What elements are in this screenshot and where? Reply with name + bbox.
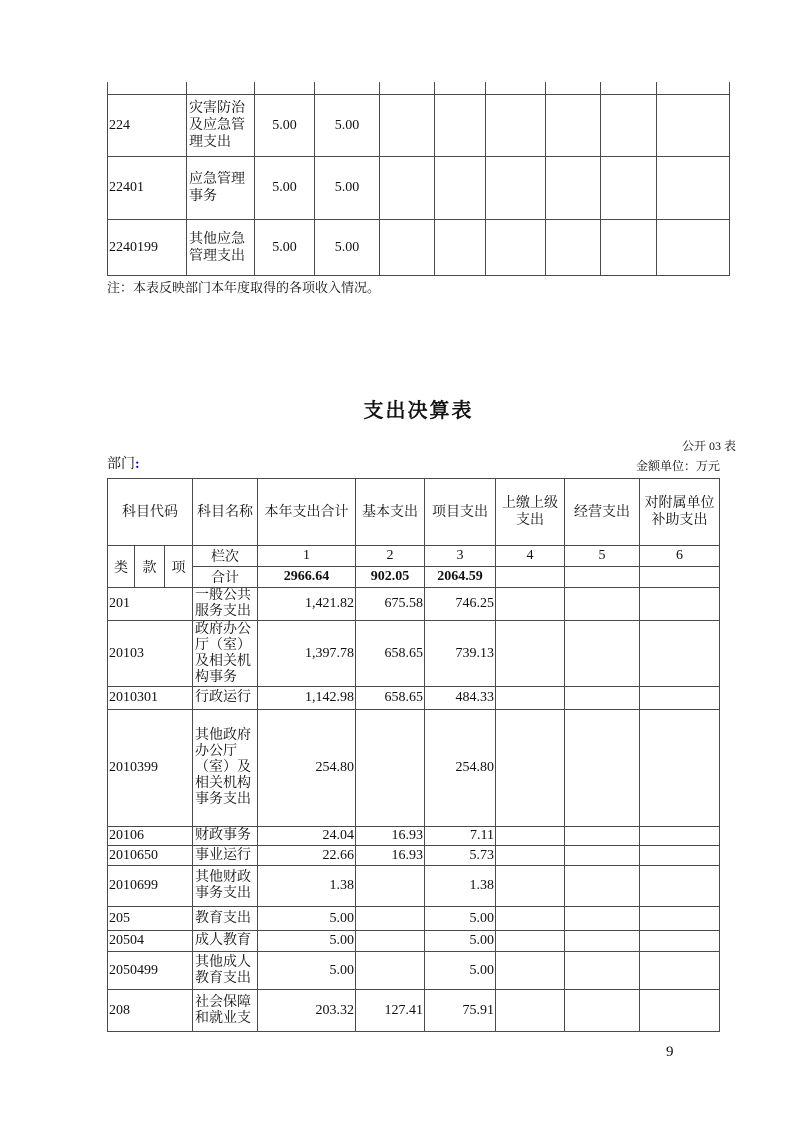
value-cell: 16.93: [356, 846, 425, 866]
income-table: [107, 82, 730, 276]
code-cell: 2010399: [108, 710, 193, 827]
table-row: [108, 157, 730, 220]
column-number: 1: [258, 546, 356, 567]
empty-cell: [380, 95, 435, 157]
code-cell: 201: [108, 588, 193, 621]
code-cell: 2010699: [108, 866, 193, 907]
value-cell: 16.93: [356, 827, 425, 846]
clipped-cell: [315, 82, 380, 95]
empty-cell: [496, 588, 565, 621]
empty-cell: [565, 710, 640, 827]
empty-cell: [565, 621, 640, 687]
empty-cell: [640, 687, 720, 710]
department-colon: :: [135, 457, 140, 472]
value-cell: 1,421.82: [258, 588, 356, 621]
table-row: [108, 621, 720, 687]
unit-label: 金额单位：万元: [635, 459, 720, 473]
empty-cell: [435, 95, 486, 157]
clipped-cell: [380, 82, 435, 95]
lanci-label: 栏次: [193, 546, 258, 567]
empty-cell: [546, 95, 601, 157]
empty-cell: [640, 990, 720, 1032]
value-cell: 203.32: [258, 990, 356, 1032]
value-cell: 5.00: [258, 907, 356, 931]
empty-cell: [657, 95, 730, 157]
subcol-item: 项: [165, 546, 193, 588]
table-row: [108, 687, 720, 710]
clipped-cell: [108, 82, 187, 95]
name-cell: 政府办公厅（室）及相关机构事务: [193, 621, 258, 687]
header-total-expenditure: 本年支出合计: [258, 479, 356, 546]
value-cell: 1.38: [258, 866, 356, 907]
expenditure-table: [107, 478, 720, 1032]
value-cell: 5.00: [315, 95, 380, 157]
name-cell: 事业运行: [193, 846, 258, 866]
header-row: [108, 479, 720, 546]
empty-cell: [356, 907, 425, 931]
name-cell: 社会保障和就业支: [193, 990, 258, 1032]
name-cell: 行政运行: [193, 687, 258, 710]
table-row: [108, 220, 730, 276]
empty-cell: [565, 990, 640, 1032]
total-value: 902.05: [356, 567, 425, 588]
table-row: [108, 710, 720, 827]
table-row: [108, 827, 720, 846]
code-cell: 22401: [108, 157, 187, 220]
table-row: [108, 907, 720, 931]
table-row: [108, 990, 720, 1032]
empty-cell: [356, 931, 425, 952]
empty-cell: [496, 827, 565, 846]
clipped-cell: [601, 82, 657, 95]
header-subsidy-expenditure: 对附属单位补助支出: [640, 479, 720, 546]
clipped-cell: [657, 82, 730, 95]
clipped-cell: [486, 82, 546, 95]
code-cell: 20504: [108, 931, 193, 952]
header-upturned-expenditure: 上缴上级支出: [496, 479, 565, 546]
table-row: [108, 846, 720, 866]
code-cell: 2050499: [108, 952, 193, 990]
empty-cell: [640, 710, 720, 827]
value-cell: 484.33: [425, 687, 496, 710]
empty-cell: [565, 952, 640, 990]
empty-cell: [640, 931, 720, 952]
empty-cell: [496, 710, 565, 827]
empty-cell: [565, 687, 640, 710]
header-operating-expenditure: 经营支出: [565, 479, 640, 546]
empty-cell: [640, 846, 720, 866]
value-cell: 5.00: [258, 931, 356, 952]
empty-cell: [356, 710, 425, 827]
table-row: [108, 931, 720, 952]
value-cell: 5.00: [425, 907, 496, 931]
empty-cell: [496, 931, 565, 952]
value-cell: 5.00: [315, 220, 380, 276]
value-cell: 127.41: [356, 990, 425, 1032]
department-text: 部门: [107, 457, 135, 472]
code-cell: 205: [108, 907, 193, 931]
value-cell: 658.65: [356, 687, 425, 710]
empty-cell: [486, 157, 546, 220]
value-cell: 5.73: [425, 846, 496, 866]
value-cell: 5.00: [255, 157, 315, 220]
empty-cell: [565, 588, 640, 621]
page-number: 9: [666, 1044, 674, 1060]
empty-cell: [565, 846, 640, 866]
value-cell: 1,142.98: [258, 687, 356, 710]
code-cell: 20106: [108, 827, 193, 846]
empty-cell: [546, 220, 601, 276]
empty-cell: [601, 157, 657, 220]
empty-cell: [640, 827, 720, 846]
value-cell: 746.25: [425, 588, 496, 621]
column-number: 6: [640, 546, 720, 567]
code-cell: 224: [108, 95, 187, 157]
total-row: [108, 567, 720, 588]
code-cell: 2240199: [108, 220, 187, 276]
clipped-cell: [435, 82, 486, 95]
empty-cell: [496, 990, 565, 1032]
column-number: 3: [425, 546, 496, 567]
name-cell: 应急管理事务: [187, 157, 255, 220]
column-number: 4: [496, 546, 565, 567]
table-row: [108, 866, 720, 907]
value-cell: 675.58: [356, 588, 425, 621]
empty-cell: [496, 687, 565, 710]
table-row: [108, 95, 730, 157]
empty-cell: [435, 220, 486, 276]
header-subject-code: 科目代码: [108, 479, 193, 546]
table-row: [108, 588, 720, 621]
empty-cell: [657, 220, 730, 276]
column-number: 5: [565, 546, 640, 567]
code-cell: 2010301: [108, 687, 193, 710]
empty-cell: [486, 220, 546, 276]
clipped-row: [108, 82, 730, 95]
header-subject-name: 科目名称: [193, 479, 258, 546]
subheader-row: [108, 546, 720, 567]
value-cell: 658.65: [356, 621, 425, 687]
table-code-label: 公开 03 表: [681, 439, 736, 453]
empty-cell: [640, 952, 720, 990]
empty-cell: [601, 220, 657, 276]
value-cell: 254.80: [258, 710, 356, 827]
value-cell: 254.80: [425, 710, 496, 827]
header-project-expenditure: 项目支出: [425, 479, 496, 546]
department-label: [107, 453, 140, 473]
empty-cell: [601, 95, 657, 157]
header-basic-expenditure: 基本支出: [356, 479, 425, 546]
empty-cell: [565, 907, 640, 931]
empty-cell: [546, 157, 601, 220]
table-row: [108, 952, 720, 990]
total-label: 合计: [193, 567, 258, 588]
total-value: 2064.59: [425, 567, 496, 588]
total-value: [640, 567, 720, 588]
value-cell: 5.00: [255, 95, 315, 157]
page-title: 支出决算表: [363, 400, 474, 422]
total-value: [565, 567, 640, 588]
empty-cell: [640, 588, 720, 621]
name-cell: 一般公共服务支出: [193, 588, 258, 621]
empty-cell: [640, 866, 720, 907]
subcol-class: 类: [108, 546, 135, 588]
empty-cell: [496, 621, 565, 687]
table-note: 注：本表反映部门本年度取得的各项收入情况。: [107, 280, 381, 295]
empty-cell: [565, 866, 640, 907]
name-cell: 成人教育: [193, 931, 258, 952]
name-cell: 其他政府办公厅（室）及相关机构事务支出: [193, 710, 258, 827]
name-cell: 灾害防治及应急管理支出: [187, 95, 255, 157]
empty-cell: [356, 866, 425, 907]
value-cell: 739.13: [425, 621, 496, 687]
value-cell: 24.04: [258, 827, 356, 846]
code-cell: 208: [108, 990, 193, 1032]
empty-cell: [640, 907, 720, 931]
empty-cell: [486, 95, 546, 157]
empty-cell: [496, 952, 565, 990]
empty-cell: [496, 866, 565, 907]
code-cell: 20103: [108, 621, 193, 687]
clipped-cell: [546, 82, 601, 95]
value-cell: 5.00: [255, 220, 315, 276]
clipped-cell: [255, 82, 315, 95]
name-cell: 其他财政事务支出: [193, 866, 258, 907]
value-cell: 7.11: [425, 827, 496, 846]
value-cell: 5.00: [258, 952, 356, 990]
clipped-cell: [187, 82, 255, 95]
subcol-section: 款: [135, 546, 165, 588]
name-cell: 其他应急管理支出: [187, 220, 255, 276]
empty-cell: [565, 931, 640, 952]
empty-cell: [640, 621, 720, 687]
name-cell: 财政事务: [193, 827, 258, 846]
value-cell: 1.38: [425, 866, 496, 907]
empty-cell: [380, 157, 435, 220]
total-value: [496, 567, 565, 588]
code-cell: 2010650: [108, 846, 193, 866]
value-cell: 22.66: [258, 846, 356, 866]
value-cell: 5.00: [425, 952, 496, 990]
empty-cell: [435, 157, 486, 220]
value-cell: 75.91: [425, 990, 496, 1032]
empty-cell: [496, 846, 565, 866]
name-cell: 其他成人教育支出: [193, 952, 258, 990]
name-cell: 教育支出: [193, 907, 258, 931]
column-number: 2: [356, 546, 425, 567]
empty-cell: [380, 220, 435, 276]
value-cell: 5.00: [315, 157, 380, 220]
empty-cell: [356, 952, 425, 990]
value-cell: 1,397.78: [258, 621, 356, 687]
value-cell: 5.00: [425, 931, 496, 952]
empty-cell: [657, 157, 730, 220]
total-value: 2966.64: [258, 567, 356, 588]
empty-cell: [565, 827, 640, 846]
empty-cell: [496, 907, 565, 931]
